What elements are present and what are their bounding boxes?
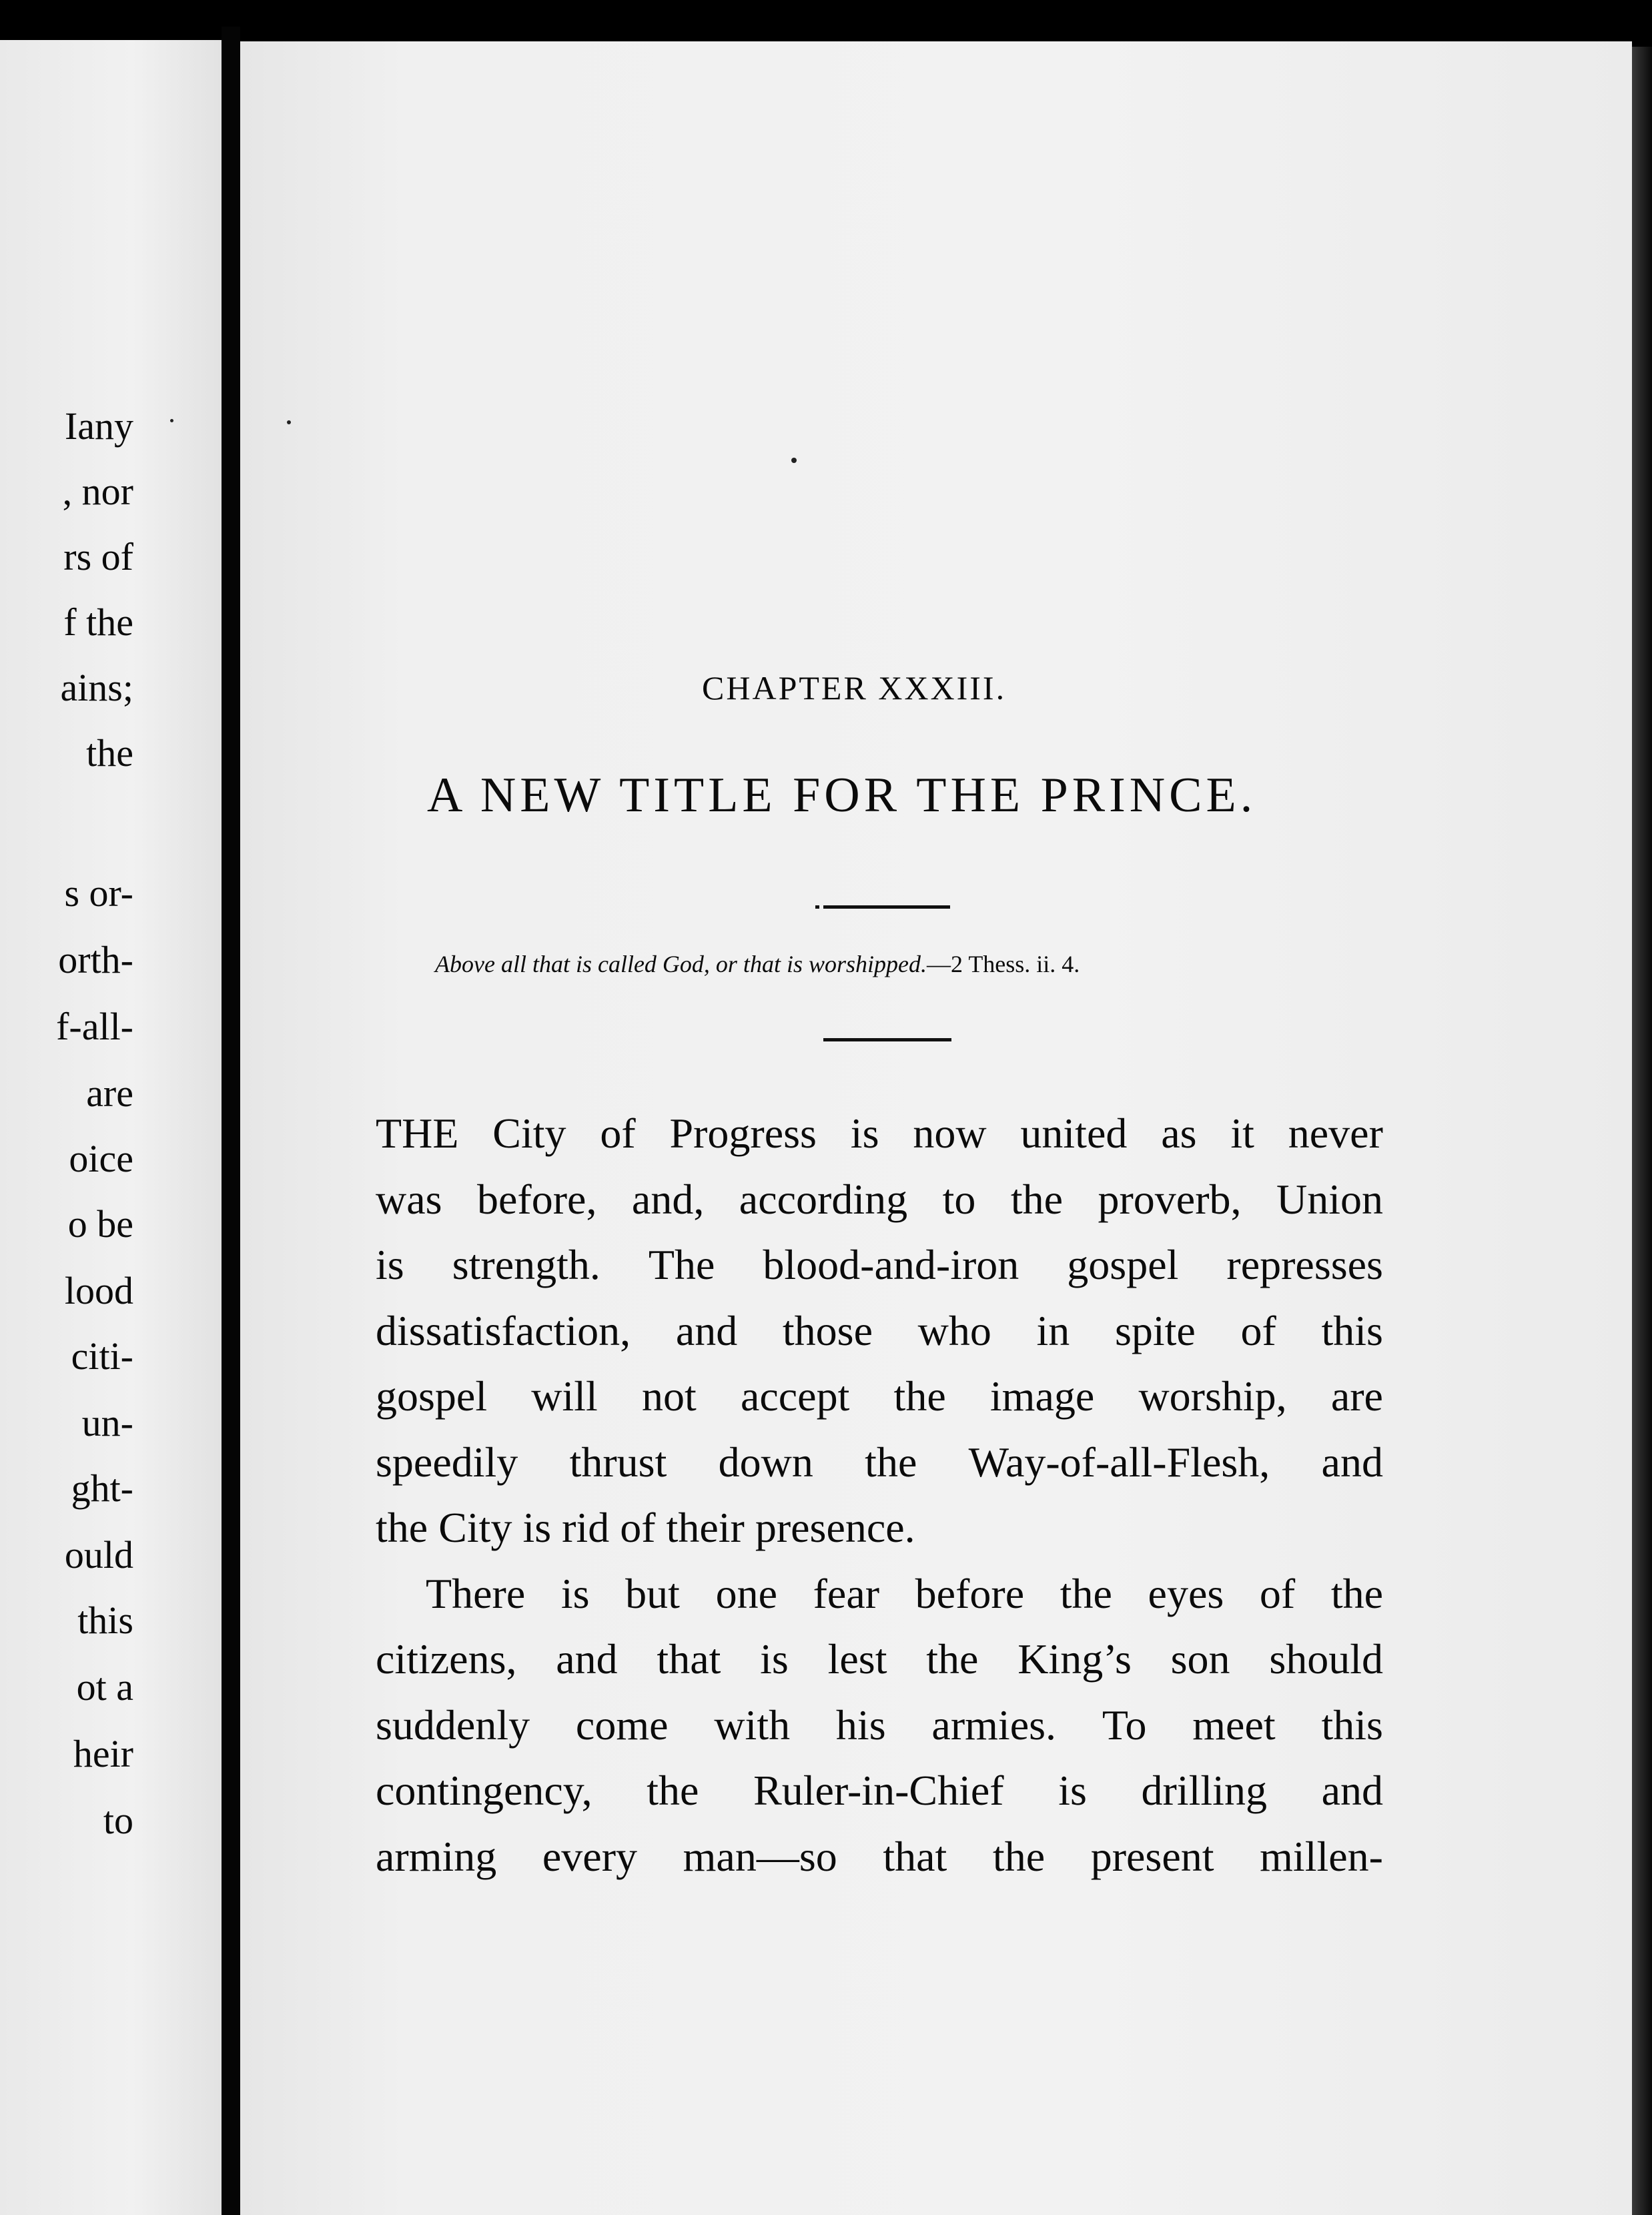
ink-speck [791, 458, 797, 463]
word: drilling [1141, 1767, 1267, 1814]
word: lest [827, 1635, 887, 1683]
word: and [556, 1635, 618, 1683]
word: one [715, 1569, 777, 1617]
word: thrust [569, 1438, 667, 1486]
word: before [915, 1569, 1025, 1617]
word: now [913, 1110, 987, 1157]
word: will [531, 1372, 598, 1420]
word: of [1259, 1569, 1296, 1617]
word: should [1269, 1635, 1383, 1683]
word: who [917, 1306, 991, 1354]
word: man—so [683, 1832, 837, 1880]
word: image [989, 1372, 1095, 1420]
word: King’s [1017, 1635, 1132, 1683]
left-page-line-fragment: orth- [58, 938, 133, 981]
word: that [657, 1635, 721, 1683]
left-page-line-fragment: ot a [76, 1665, 133, 1709]
word: and, [631, 1175, 705, 1223]
left-page-line-fragment: ght- [71, 1466, 133, 1510]
word: armies. [931, 1701, 1056, 1749]
body-line: the City is rid of their presence. [376, 1504, 915, 1551]
book-gutter [222, 27, 240, 2215]
left-page-line-fragment: f-all- [56, 1005, 133, 1048]
ink-speck [170, 419, 173, 422]
word: City [492, 1110, 566, 1157]
page-edge [1632, 47, 1652, 2215]
left-page-line-fragment: the [86, 731, 133, 775]
word: THE [376, 1110, 459, 1157]
word: every [542, 1832, 638, 1880]
word: arming [376, 1832, 497, 1880]
word: the [926, 1635, 979, 1683]
epigraph-quote: Above all that is called God, or that is worshipped. [435, 951, 927, 977]
word: this [1321, 1701, 1383, 1749]
word: Way-of-all-Flesh, [968, 1438, 1270, 1486]
left-page-line-fragment: are [86, 1071, 133, 1115]
chapter-body-text [376, 1101, 1383, 1889]
word: eyes [1148, 1569, 1224, 1617]
word: present [1090, 1832, 1214, 1880]
left-page-line-fragment: rs of [63, 535, 133, 578]
word: The [648, 1241, 715, 1288]
word: Ruler-in-Chief [753, 1767, 1004, 1814]
word: millen- [1260, 1832, 1383, 1880]
chapter-number: CHAPTER XXXIII. [702, 669, 1007, 707]
word: fear [813, 1569, 880, 1617]
word: represses [1226, 1241, 1383, 1288]
word: proverb, [1098, 1175, 1242, 1223]
word: and [675, 1306, 738, 1354]
body-line [376, 1627, 1383, 1693]
word: to [942, 1175, 976, 1223]
word: of [600, 1110, 636, 1157]
word: spite [1114, 1306, 1196, 1354]
word: the [1060, 1569, 1112, 1617]
left-page-line-fragment: citi- [71, 1334, 133, 1378]
body-line [376, 1430, 1383, 1496]
left-page-line-fragment: oice [69, 1137, 133, 1180]
word: not [642, 1372, 697, 1420]
left-page-line-fragment: heir [73, 1732, 133, 1775]
word: the [1330, 1569, 1383, 1617]
left-page-line-fragment: o be [67, 1202, 133, 1246]
epigraph [435, 950, 1080, 978]
word: it [1230, 1110, 1254, 1157]
word: but [625, 1569, 680, 1617]
word: and [1321, 1767, 1383, 1814]
body-line [376, 1693, 1383, 1759]
ornamental-rule-dot [815, 905, 819, 909]
left-page-line-fragment: ains; [60, 666, 133, 709]
body-line [376, 1758, 1383, 1824]
body-line [376, 1232, 1383, 1298]
left-page-line-fragment: , nor [62, 470, 133, 513]
ink-speck [287, 420, 291, 424]
left-page-line-fragment: ould [64, 1533, 133, 1577]
body-line [376, 1101, 1383, 1167]
word: was [376, 1175, 442, 1223]
left-page-line-fragment: un- [81, 1401, 133, 1444]
word: the [865, 1438, 917, 1486]
word: gospel [376, 1372, 488, 1420]
word: the [647, 1767, 699, 1814]
word: that [883, 1832, 947, 1880]
word: son [1170, 1635, 1230, 1683]
word: of [1240, 1306, 1276, 1354]
word: Progress [669, 1110, 817, 1157]
left-page-line-fragment: Iany [64, 404, 133, 448]
word: To [1102, 1701, 1147, 1749]
word: the [992, 1832, 1046, 1880]
word: worship, [1138, 1372, 1287, 1420]
word: are [1330, 1372, 1383, 1420]
word: according [739, 1175, 908, 1223]
word: is [560, 1569, 590, 1617]
body-line [376, 1298, 1383, 1364]
word: strength. [452, 1241, 600, 1288]
word: with [714, 1701, 791, 1749]
word: this [1321, 1306, 1383, 1354]
left-page-line-fragment: f the [63, 600, 133, 644]
word: the [1010, 1175, 1063, 1223]
left-page [0, 40, 222, 2215]
word: his [835, 1701, 886, 1749]
word: is [376, 1241, 404, 1288]
word: accept [740, 1372, 850, 1420]
paragraph-2 [376, 1561, 1383, 1890]
body-line [376, 1167, 1383, 1233]
chapter-title: A NEW TITLE FOR THE PRINCE. [427, 768, 1257, 823]
word: meet [1192, 1701, 1276, 1749]
word: come [575, 1701, 669, 1749]
left-page-line-fragment: lood [64, 1269, 133, 1312]
word: Union [1276, 1175, 1383, 1223]
word: in [1036, 1306, 1070, 1354]
word: suddenly [376, 1701, 530, 1749]
word: is [850, 1110, 879, 1157]
ornamental-rule-bottom [823, 1038, 951, 1041]
epigraph-citation: —2 Thess. ii. 4. [926, 951, 1080, 977]
word: There [426, 1569, 526, 1617]
word: those [782, 1306, 873, 1354]
word: is [760, 1635, 789, 1683]
word: blood-and-iron [763, 1241, 1019, 1288]
word: before, [477, 1175, 597, 1223]
body-line [376, 1824, 1383, 1890]
word: contingency, [376, 1767, 592, 1814]
word: never [1288, 1110, 1383, 1157]
word: as [1161, 1110, 1197, 1157]
word: citizens, [376, 1635, 517, 1683]
word: gospel [1067, 1241, 1179, 1288]
word: united [1020, 1110, 1128, 1157]
word: speedily [376, 1438, 518, 1486]
left-page-line-fragment: s or- [64, 871, 133, 915]
paragraph-1 [376, 1101, 1383, 1561]
left-page-line-fragment: this [77, 1599, 133, 1642]
left-page-line-fragment: to [103, 1799, 133, 1842]
word: dissatisfaction, [376, 1306, 631, 1354]
body-line [376, 1561, 1383, 1627]
body-line [376, 1364, 1383, 1430]
word: is [1058, 1767, 1087, 1814]
ornamental-rule-top [823, 905, 950, 909]
word: down [718, 1438, 813, 1486]
word: and [1321, 1438, 1383, 1486]
word: the [893, 1372, 946, 1420]
